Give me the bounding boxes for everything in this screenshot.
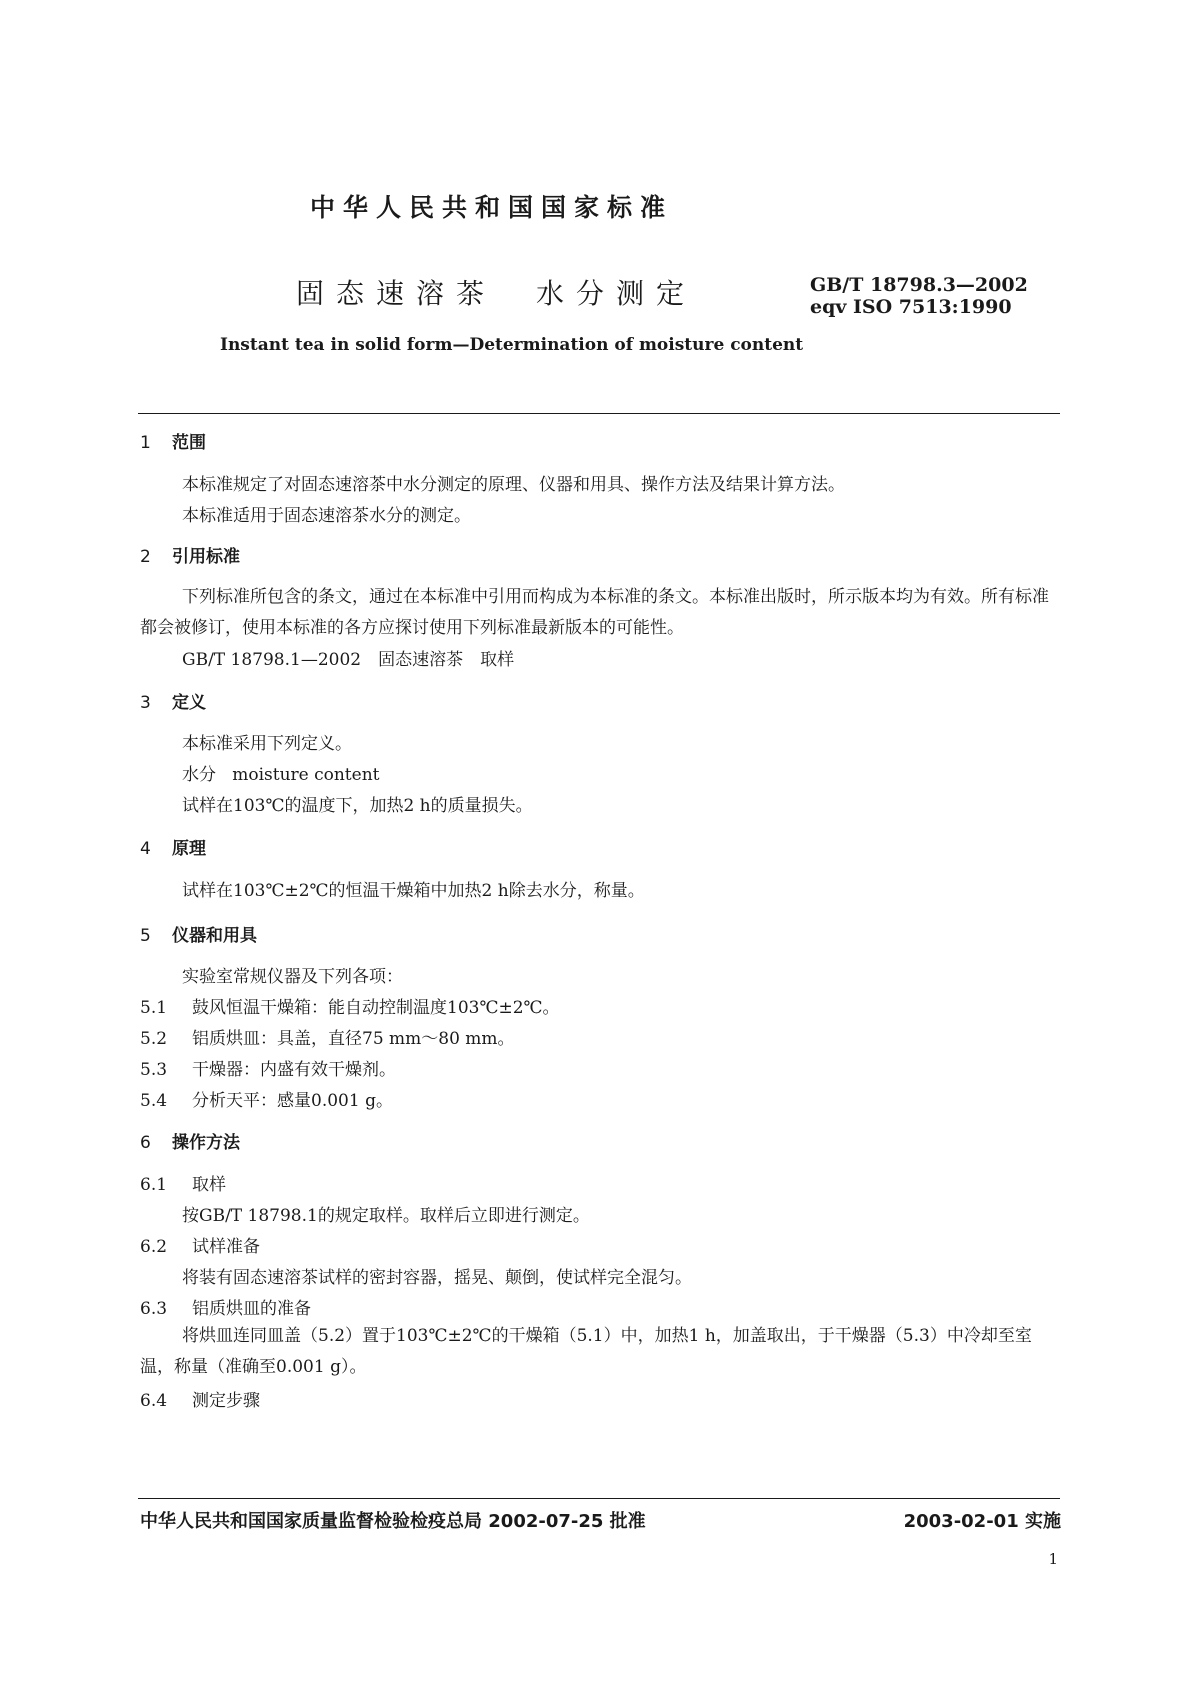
effective-date: 2003-02-01 实施: [903, 1511, 1061, 1532]
section-3-paragraph-1: 本标准采用下列定义。: [182, 734, 352, 754]
referenced-standard: GB/T 18798.1—2002 固态速溶茶 取样: [182, 650, 515, 670]
section-title: 仪器和用具: [172, 926, 257, 946]
header-divider: [138, 413, 1060, 414]
section-number: 2: [140, 547, 151, 567]
section-1-heading: [140, 428, 206, 453]
section-1-paragraph-2: 本标准适用于固态速溶茶水分的测定。: [182, 506, 471, 526]
item-text: 鼓风恒温干燥箱：能自动控制温度103℃±2℃。: [192, 998, 560, 1018]
standard-title: 固态速溶茶 水分测定: [296, 277, 697, 310]
subsection-6-3-heading: [140, 1294, 311, 1319]
subsection-title: 测定步骤: [192, 1391, 260, 1411]
item-text: 干燥器：内盛有效干燥剂。: [192, 1060, 396, 1080]
section-number: 5: [140, 926, 151, 946]
subsection-6-1-heading: [140, 1170, 226, 1195]
english-title: Instant tea in solid form—Determination of moisture content: [220, 335, 804, 355]
definition-text: 试样在103℃的温度下，加热2 h的质量损失。: [182, 796, 533, 816]
subsection-number: 6.2: [140, 1237, 168, 1257]
section-number: 3: [140, 693, 151, 713]
section-title: 定义: [172, 693, 206, 713]
item-number: 5.4: [140, 1091, 168, 1111]
list-item: [140, 1055, 396, 1080]
list-item: [140, 1024, 515, 1049]
section-number: 6: [140, 1133, 151, 1153]
section-5-intro: 实验室常规仪器及下列各项：: [182, 967, 403, 987]
standard-code-block: [810, 274, 1028, 318]
section-4-paragraph: 试样在103℃±2℃的恒温干燥箱中加热2 h除去水分，称量。: [182, 881, 645, 901]
term-english: moisture content: [232, 765, 380, 785]
term-chinese: 水分: [182, 765, 216, 785]
section-5-heading: [140, 921, 257, 946]
approval-issuer: 中华人民共和国国家质量监督检验检疫总局 2002-07-25 批准: [140, 1511, 646, 1532]
page-number: 1: [1048, 1550, 1058, 1568]
section-number: 1: [140, 433, 151, 453]
subsection-6-3-text: 将烘皿连同皿盖（5.2）置于103℃±2℃的干燥箱（5.1）中，加热1 h，加盖取出，于干燥器（5.3）中冷却至室温，称量（准确至0.001 g）。: [140, 1326, 1032, 1377]
subsection-title: 试样准备: [192, 1237, 260, 1257]
item-number: 5.1: [140, 998, 168, 1018]
section-title: 原理: [172, 839, 206, 859]
section-2-paragraph: 下列标准所包含的条文，通过在本标准中引用而构成为本标准的条文。本标准出版时，所示版本均为有效。所有标准都会被修订，使用本标准的各方应探讨使用下列标准最新版本的可能性。: [140, 587, 1049, 638]
list-item: [140, 1086, 393, 1111]
list-item: [140, 993, 560, 1018]
subsection-6-2-text: 将装有固态速溶茶试样的密封容器，摇晃、颠倒，使试样完全混匀。: [182, 1268, 692, 1288]
section-1-paragraph-1: 本标准规定了对固态速溶茶中水分测定的原理、仪器和用具、操作方法及结果计算方法。: [182, 475, 845, 495]
section-title: 范围: [172, 433, 206, 453]
subsection-number: 6.3: [140, 1299, 168, 1319]
section-title: 引用标准: [172, 547, 240, 567]
section-3-heading: [140, 688, 206, 713]
section-4-heading: [140, 834, 206, 859]
item-number: 5.3: [140, 1060, 168, 1080]
subsection-6-4-heading: [140, 1386, 260, 1411]
definition-term: [182, 760, 379, 785]
footer-divider: [138, 1498, 1060, 1499]
item-number: 5.2: [140, 1029, 168, 1049]
subsection-number: 6.4: [140, 1391, 168, 1411]
subsection-number: 6.1: [140, 1175, 168, 1195]
subsection-6-1-text: 按GB/T 18798.1的规定取样。取样后立即进行测定。: [182, 1206, 590, 1226]
item-text: 分析天平：感量0.001 g。: [192, 1091, 393, 1111]
subsection-6-2-heading: [140, 1232, 260, 1257]
subsection-title: 铝质烘皿的准备: [192, 1299, 311, 1319]
standard-code: GB/T 18798.3—2002: [810, 274, 1028, 296]
subsection-title: 取样: [192, 1175, 226, 1195]
national-standard-title: 中华人民共和国国家标准: [310, 193, 674, 222]
item-text: 铝质烘皿：具盖，直径75 mm～80 mm。: [192, 1029, 515, 1049]
section-number: 4: [140, 839, 151, 859]
equivalent-iso-code: eqv ISO 7513:1990: [810, 296, 1012, 318]
section-6-heading: [140, 1128, 240, 1153]
section-2-heading: [140, 542, 240, 567]
section-title: 操作方法: [172, 1133, 240, 1153]
